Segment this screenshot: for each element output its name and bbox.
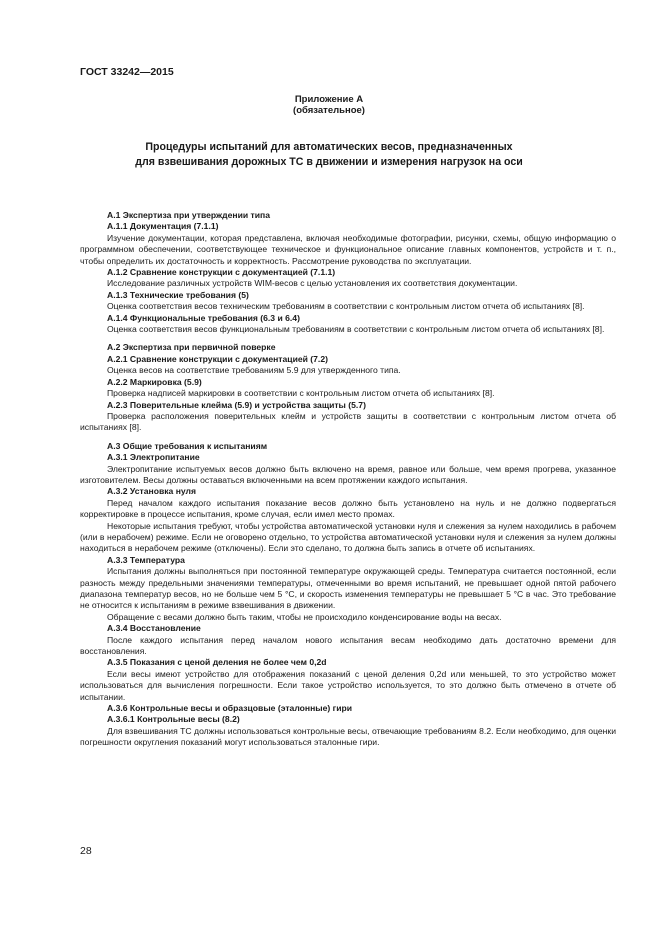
paragraph: Электропитание испытуемых весов должно быть включено на время, равное или больше, чем время прогрева, указанное изготовителем. Весы должны оставаться включенными на всем протяжении каждого испытания. [80, 463, 616, 485]
subsection-heading: А.1.4 Функциональные требования (6.3 и 6.4) [107, 312, 300, 323]
paragraph: Перед началом каждого испытания показание весов должно быть установлено на нуль и не должно подвергаться корректировке в процессе испытания, кроме случая, если имел место промах. [80, 497, 616, 520]
subsection-heading: А.2.3 Поверительные клейма (5.9) и устройства защиты (5.7) [107, 399, 366, 410]
paragraph: Оценка весов на соответствие требованиям 5.9 для утвержденного типа. [107, 365, 401, 376]
paragraph: Испытания должны выполняться при постоянной температуре окружающей среды. Температура считается постоянной, если разность между предельными значениями температуры, отмеченными во время испытаний, не превышает одной пятой рабочего диапазона температур весов, но не больше чем 5 °С, и скорость изменения температуры не превышает 5 °С в час. Это требование не относится к испытаниям в режиме взвешивания в движении. [80, 566, 616, 611]
subsection-heading: А.3.6 Контрольные весы и образцовые (эталонные) гири [107, 703, 353, 714]
document-header: ГОСТ 33242—2015 [80, 66, 174, 78]
subsection-heading: А.2.2 Маркировка (5.9) [107, 376, 202, 387]
section-heading: А.3 Общие требования к испытаниям [107, 440, 268, 451]
paragraph: Некоторые испытания требуют, чтобы устройства автоматической установки нуля и слежения за нулем находились в рабочем (или в нерабочем) режиме. Если не оговорено отдельно, то устройства автоматической установки нуля и слежения за нулем должны находиться в нерабочем режиме (отключены). Если это сделано, то должна быть запись в отчете об испытаниях. [80, 520, 616, 554]
annex-status: (обязательное) [293, 105, 365, 116]
subsection-heading: А.3.5 Показания с ценой деления не более чем 0,2d [107, 657, 327, 668]
paragraph: После каждого испытания перед началом нового испытания весам необходимо дать достаточно времени для восстановления. [80, 634, 616, 657]
subsection-heading: А.3.3 Температура [107, 554, 185, 565]
subsection-heading: А.3.1 Электропитание [107, 452, 200, 463]
paragraph: Для взвешивания ТС должны использоваться контрольные весы, отвечающие требованиям 8.2. Если необходимо, для оценки погрешности округления показаний могут использоваться эталонные гири. [80, 725, 616, 748]
subsection-heading: А.3.6.1 Контрольные весы (8.2) [107, 714, 240, 725]
paragraph: Изучение документации, которая представлена, включая необходимые фотографии, рисунки, схемы, общую информацию о программном обеспечении, соответствующее техническое и функциональное описание главных компонентов, устройств и т. п., чтобы определить их достаточность и корректность. Рассмотрение руководства по эксплуатации. [80, 232, 616, 266]
page-number: 28 [80, 845, 92, 857]
subsection-heading: А.3.2 Установка нуля [107, 486, 197, 497]
annex-title-line-1: Процедуры испытаний для автоматических весов, предназначенных [145, 141, 513, 153]
subsection-heading: А.3.4 Восстановление [107, 623, 201, 634]
subsection-heading: А.1.3 Технические требования (5) [107, 289, 249, 300]
subsection-heading: А.2.1 Сравнение конструкции с документацией (7.2) [107, 353, 328, 364]
paragraph: Исследование различных устройств WIM-весов с целью установления их соответствия документации. [107, 278, 518, 289]
paragraph: Проверка расположения поверительных клейм и устройств защиты в соответствии с контрольным листом отчета об испытаниях [8]. [80, 410, 616, 433]
subsection-heading: А.1.1 Документация (7.1.1) [107, 221, 219, 232]
annex-title [80, 140, 578, 170]
paragraph: Оценка соответствия весов функциональным требованиям в соответствии с контрольным листом отчета об испытаниях [8]. [107, 324, 605, 335]
paragraph: Обращение с весами должно быть таким, чтобы не происходило конденсирование воды на весах. [107, 611, 502, 622]
document-body [80, 210, 616, 749]
section-heading: А.1 Экспертиза при утверждении типа [107, 210, 270, 220]
annex-label: Приложение А [294, 94, 364, 105]
section-heading: А.2 Экспертиза при первичной поверке [107, 342, 276, 353]
subsection-heading: А.1.2 Сравнение конструкции с документацией (7.1.1) [107, 267, 336, 278]
paragraph: Если весы имеют устройство для отображения показаний с ценой деления 0,2d или меньшей, то это устройство может использоваться для вычисления погрешности. Если такое устройство используется, то это должно быть отмечено в отчете об испытании. [80, 668, 616, 702]
paragraph: Проверка надписей маркировки в соответствии с контрольным листом отчета об испытаниях [8]. [107, 388, 495, 399]
annex-title-line-2: для взвешивания дорожных ТС в движении и измерения нагрузок на оси [135, 156, 523, 168]
paragraph: Оценка соответствия весов техническим требованиям в соответствии с контрольным листом отчета об испытаниях [8]. [107, 301, 585, 312]
